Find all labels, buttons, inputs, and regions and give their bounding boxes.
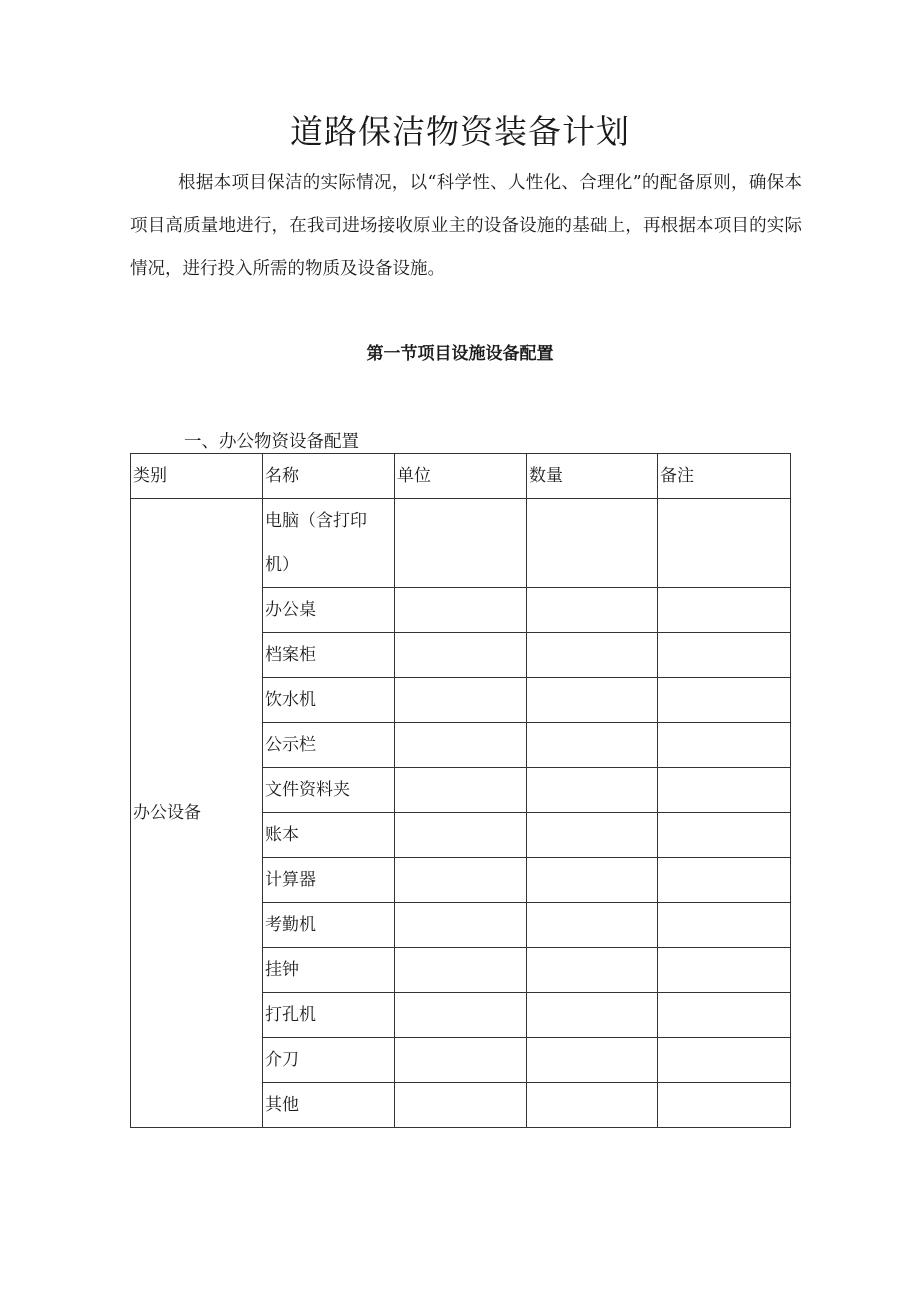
item-quantity bbox=[527, 678, 658, 723]
item-name: 打孔机 bbox=[263, 993, 395, 1038]
item-name: 文件资料夹 bbox=[263, 768, 395, 813]
item-quantity bbox=[527, 768, 658, 813]
header-quantity: 数量 bbox=[527, 454, 658, 499]
header-unit: 单位 bbox=[395, 454, 527, 499]
header-category: 类别 bbox=[131, 454, 263, 499]
item-remarks bbox=[658, 499, 791, 588]
item-name: 挂钟 bbox=[263, 948, 395, 993]
header-remarks: 备注 bbox=[658, 454, 791, 499]
item-quantity bbox=[527, 1038, 658, 1083]
item-quantity bbox=[527, 499, 658, 588]
item-unit bbox=[395, 948, 527, 993]
item-name: 计算器 bbox=[263, 858, 395, 903]
item-unit bbox=[395, 768, 527, 813]
item-name: 介刀 bbox=[263, 1038, 395, 1083]
item-remarks bbox=[658, 633, 791, 678]
item-unit bbox=[395, 813, 527, 858]
item-unit bbox=[395, 588, 527, 633]
item-unit bbox=[395, 858, 527, 903]
item-name: 档案柜 bbox=[263, 633, 395, 678]
document-title: 道路保洁物资装备计划 bbox=[290, 112, 630, 151]
table-row bbox=[131, 499, 791, 588]
item-remarks bbox=[658, 948, 791, 993]
item-unit bbox=[395, 499, 527, 588]
item-remarks bbox=[658, 723, 791, 768]
item-name: 办公桌 bbox=[263, 588, 395, 633]
item-name: 账本 bbox=[263, 813, 395, 858]
item-quantity bbox=[527, 813, 658, 858]
item-unit bbox=[395, 993, 527, 1038]
item-quantity bbox=[527, 948, 658, 993]
item-quantity bbox=[527, 588, 658, 633]
item-quantity bbox=[527, 1083, 658, 1128]
item-remarks bbox=[658, 1083, 791, 1128]
item-name: 其他 bbox=[263, 1083, 395, 1128]
item-unit bbox=[395, 1038, 527, 1083]
equipment-table bbox=[130, 453, 791, 1128]
item-unit bbox=[395, 723, 527, 768]
table-header-row bbox=[131, 454, 791, 499]
item-remarks bbox=[658, 588, 791, 633]
subsection-title: 一、办公物资设备配置 bbox=[184, 432, 359, 452]
item-quantity bbox=[527, 723, 658, 768]
item-remarks bbox=[658, 813, 791, 858]
section-title: 第一节项目设施设备配置 bbox=[366, 344, 554, 364]
item-unit bbox=[395, 1083, 527, 1128]
item-name: 饮水机 bbox=[263, 678, 395, 723]
item-unit bbox=[395, 633, 527, 678]
item-name: 考勤机 bbox=[263, 903, 395, 948]
item-unit bbox=[395, 678, 527, 723]
item-quantity bbox=[527, 633, 658, 678]
item-remarks bbox=[658, 993, 791, 1038]
item-remarks bbox=[658, 768, 791, 813]
item-quantity bbox=[527, 903, 658, 948]
item-name: 电脑（含打印机） bbox=[263, 499, 395, 588]
item-remarks bbox=[658, 678, 791, 723]
category-cell: 办公设备 bbox=[131, 499, 263, 1128]
item-remarks bbox=[658, 903, 791, 948]
intro-paragraph: 根据本项目保洁的实际情况，以“科学性、人性化、合理化”的配备原则，确保本项目高质量地进行，在我司进场接收原业主的设备设施的基础上，再根据本项目的实际情况，进行投入所需的物质及设备设施。 bbox=[130, 173, 802, 279]
header-name: 名称 bbox=[263, 454, 395, 499]
item-name: 公示栏 bbox=[263, 723, 395, 768]
item-remarks bbox=[658, 1038, 791, 1083]
item-quantity bbox=[527, 858, 658, 903]
item-quantity bbox=[527, 993, 658, 1038]
item-unit bbox=[395, 903, 527, 948]
item-remarks bbox=[658, 858, 791, 903]
